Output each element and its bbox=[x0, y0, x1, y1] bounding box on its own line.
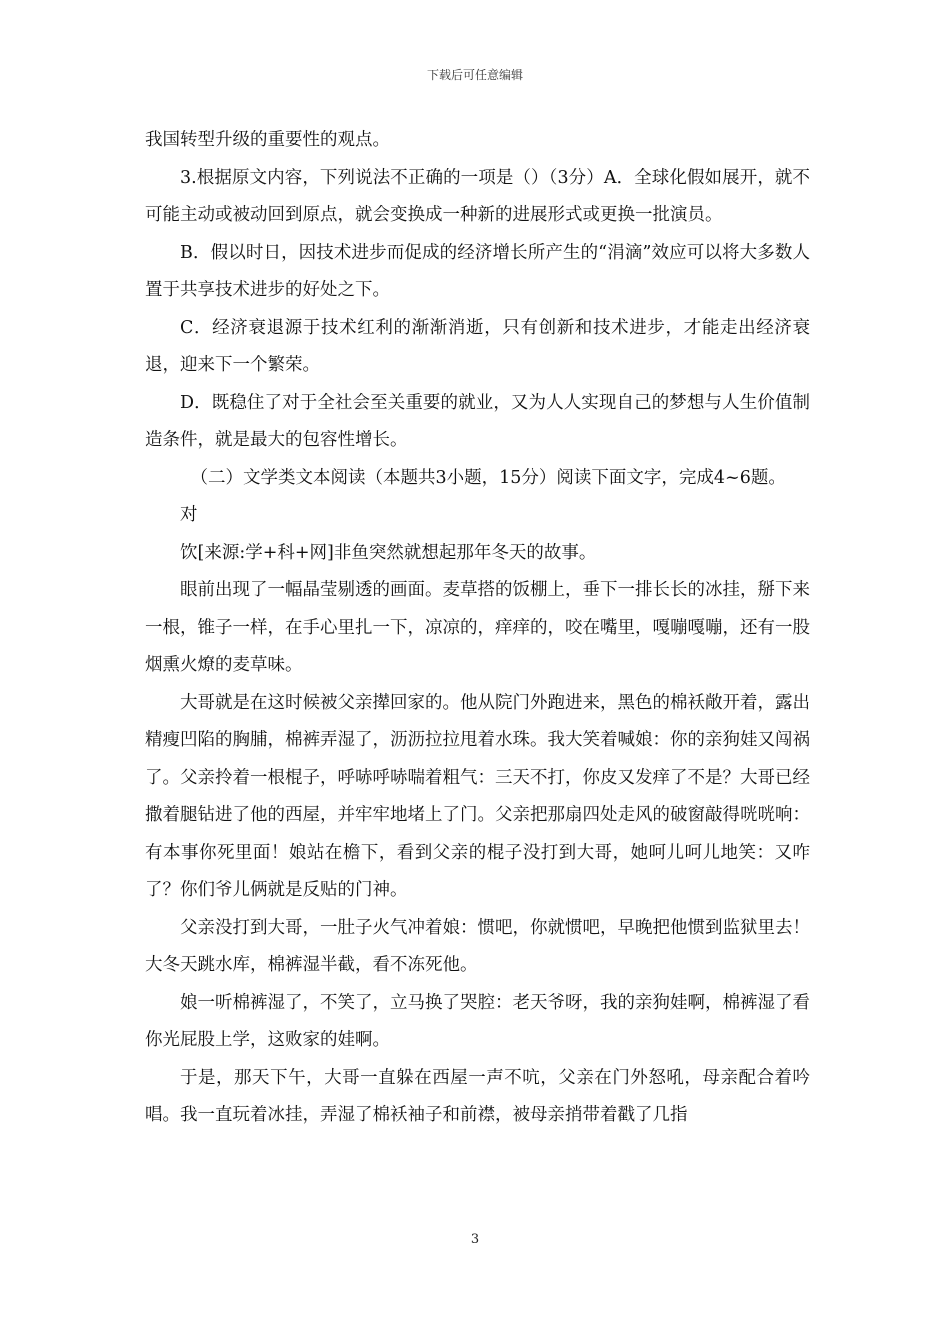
option-b: B．假以时日，因技术进步而促成的经济增长所产生的“涓滴”效应可以将大多数人置于共享技术进步的好处之下。 bbox=[145, 242, 810, 300]
section-heading-literary-reading: （二）文学类文本阅读（本题共3小题，15分）阅读下面文字，完成4~6题。 bbox=[190, 467, 786, 488]
paragraph-continuation: 我国转型升级的重要性的观点。 bbox=[145, 130, 390, 150]
page-header: 下载后可任意编辑 bbox=[426, 68, 523, 82]
document-body bbox=[145, 122, 810, 1135]
story-paragraph: 眼前出现了一幅晶莹剔透的画面。麦草搭的饭棚上，垂下一排长长的冰挂，掰下来一根，锥子一样，在手心里扎一下，凉凉的，痒痒的，咬在嘴里，嘎嘣嘎嘣，还有一股烟熏火燎的麦草味。 bbox=[145, 580, 810, 675]
story-title-line-1: 对 bbox=[180, 505, 198, 525]
story-paragraph: 娘一听棉裤湿了，不笑了，立马换了哭腔：老天爷呀，我的亲狗娃啊，棉裤湿了看你光屁股上学，这败家的娃啊。 bbox=[145, 992, 810, 1050]
story-paragraph: 大哥就是在这时候被父亲撵回家的。他从院门外跑进来，黑色的棉袄敞开着，露出精瘦凹陷的胸脯，棉裤弄湿了，沥沥拉拉甩着水珠。我大笑着喊娘：你的亲狗娃又闯祸了。父亲拎着一根棍子，呼哧呼哧喘着粗气：三天不打，你皮又发痒了不是？大哥已经撒着腿钻进了他的西屋，并牢牢地堵上了门。父亲把那扇四处走风的破窗敲得咣咣响：有本事你死里面！娘站在檐下，看到父亲的棍子没打到大哥，她呵儿呵儿地笑：又咋了？你们爷儿俩就是反贴的门神。 bbox=[145, 692, 810, 900]
page-number: 3 bbox=[470, 1232, 480, 1247]
question-3: 3.根据原文内容，下列说法不正确的一项是（）（3分）A．全球化假如展开，就不可能主动或被动回到原点，就会变换成一种新的进展形式或更换一批演员。 bbox=[145, 167, 810, 225]
option-d: D．既稳住了对于全社会至关重要的就业，又为人人实现自己的梦想与人生价值制造条件，就是最大的包容性增长。 bbox=[145, 392, 810, 450]
story-paragraph: 于是，那天下午，大哥一直躲在西屋一声不吭，父亲在门外怒吼，母亲配合着吟唱。我一直玩着冰挂，弄湿了棉袄袖子和前襟，被母亲捎带着戳了几指 bbox=[145, 1067, 810, 1125]
option-c: C．经济衰退源于技术红利的渐渐消逝，只有创新和技术进步，才能走出经济衰退，迎来下一个繁荣。 bbox=[145, 317, 810, 375]
story-title-line-2: 饮[来源:学+科+网]非鱼突然就想起那年冬天的故事。 bbox=[180, 542, 597, 563]
story-paragraph: 父亲没打到大哥，一肚子火气冲着娘：惯吧，你就惯吧，早晚把他惯到监狱里去！大冬天跳水库，棉裤湿半截，看不冻死他。 bbox=[145, 917, 810, 975]
